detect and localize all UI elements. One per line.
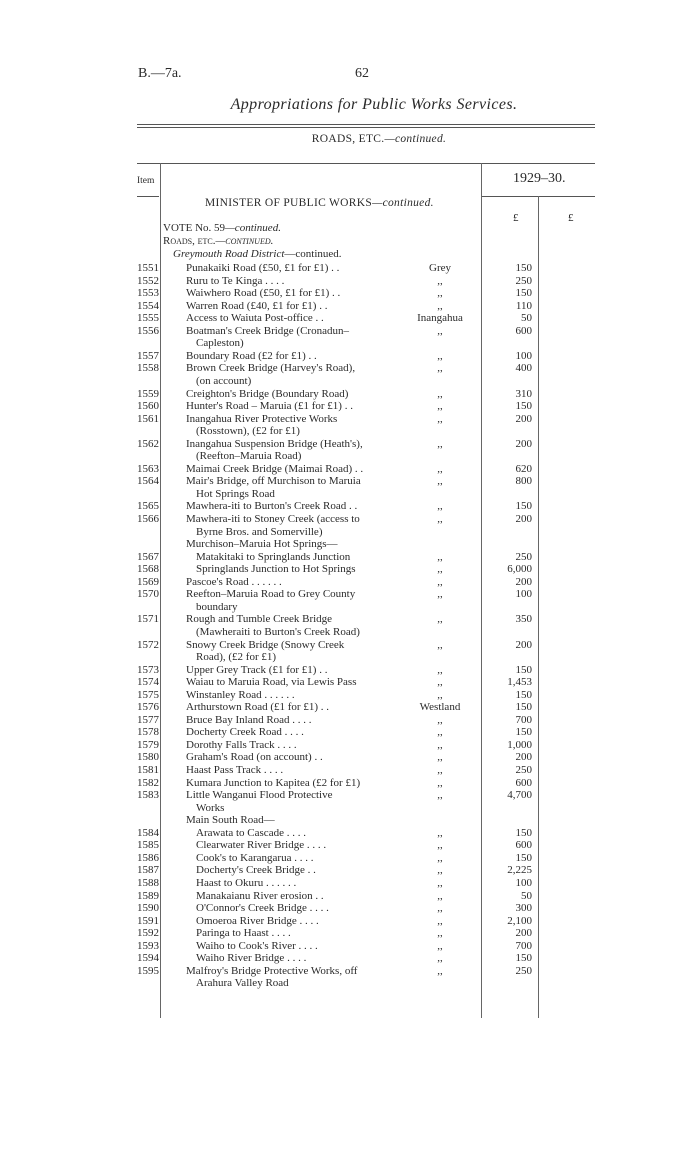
- item-number: 1558: [137, 362, 159, 375]
- item-description: Mawhera-iti to Stoney Creek (access to: [186, 513, 360, 525]
- item-description: Road), (£2 for £1): [196, 651, 277, 664]
- item-number: 1555: [137, 312, 159, 325]
- item-district: ,,: [437, 927, 443, 940]
- item-number: 1593: [137, 939, 159, 952]
- item-amount: 50: [521, 312, 532, 325]
- item-description: Brown Creek Bridge (Harvey's Road),: [186, 362, 356, 375]
- item-district: Grey: [429, 262, 451, 274]
- item-amount: 200: [515, 751, 532, 764]
- item-description: Ruru to Te Kinga . . . .: [186, 274, 285, 287]
- section-title-suffix: —continued.: [384, 133, 447, 145]
- item-description: Warren Road (£40, £1 for £1) . .: [186, 299, 328, 312]
- item-amount: 620: [515, 462, 532, 475]
- item-description: Graham's Road (on account) . .: [186, 751, 323, 764]
- item-description: (Reefton–Maruia Road): [196, 450, 302, 463]
- item-description: Waiho to Cook's River . . . .: [196, 939, 318, 952]
- item-amount: 1,000: [507, 738, 532, 751]
- item-district: ,,: [437, 400, 443, 413]
- item-number: 1589: [137, 889, 159, 902]
- item-district: ,,: [437, 575, 443, 588]
- item-amount: 2,225: [507, 864, 532, 877]
- item-amount: 200: [515, 927, 532, 940]
- item-number: 1585: [137, 839, 159, 852]
- item-amount: 250: [515, 274, 532, 287]
- item-number: 1554: [137, 299, 159, 312]
- item-description: Waiho River Bridge . . . .: [196, 952, 307, 965]
- item-number: 1551: [137, 262, 159, 274]
- item-amount: 700: [515, 713, 532, 726]
- item-description: Manakaianu River erosion . .: [196, 889, 324, 902]
- item-description: Mair's Bridge, off Murchison to Maruia: [186, 475, 361, 488]
- item-description: Arthurstown Road (£1 for £1) . .: [186, 701, 329, 714]
- vote-heading-suffix: —continued.: [225, 222, 281, 234]
- item-district: ,,: [437, 274, 443, 287]
- item-district: ,,: [437, 726, 443, 739]
- item-district: ,,: [437, 550, 443, 563]
- item-district: ,,: [437, 324, 443, 337]
- year-column-header: 1929–30.: [513, 171, 566, 186]
- item-description: Docherty Creek Road . . . .: [186, 726, 304, 739]
- roads-heading-text: Roads, etc.: [163, 235, 216, 247]
- item-description: Cook's to Karangarua . . . .: [196, 851, 314, 864]
- item-amount: 110: [515, 299, 532, 312]
- item-amount: 150: [515, 400, 532, 413]
- item-description: Access to Waiuta Post-office . .: [186, 312, 324, 325]
- item-description: Maimai Creek Bridge (Maimai Road) . .: [186, 462, 364, 475]
- item-amount: 100: [515, 876, 532, 889]
- item-amount: 400: [515, 362, 532, 375]
- item-description: Winstanley Road . . . . . .: [186, 688, 295, 701]
- item-description: Arahura Valley Road: [196, 977, 289, 990]
- item-number: 1566: [137, 513, 159, 525]
- item-amount: 600: [515, 324, 532, 337]
- item-district: ,,: [437, 839, 443, 852]
- item-description: Docherty's Creek Bridge . .: [196, 864, 316, 877]
- item-description: Kumara Junction to Kapitea (£2 for £1): [186, 776, 361, 789]
- item-description: Pascoe's Road . . . . . .: [186, 575, 282, 588]
- item-description: (Mawheraiti to Burton's Creek Road): [196, 625, 360, 638]
- page-title: Appropriations for Public Works Services.: [230, 96, 518, 113]
- item-amount: 50: [521, 889, 532, 902]
- item-description: Rough and Tumble Creek Bridge: [186, 613, 333, 626]
- item-district: ,,: [437, 287, 443, 300]
- item-description: Waiwhero Road (£50, £1 for £1) . .: [186, 287, 341, 300]
- item-description: Byrne Bros. and Somerville): [196, 525, 323, 538]
- item-amount: 600: [515, 776, 532, 789]
- item-number: 1581: [137, 764, 159, 776]
- item-amount: 350: [515, 613, 532, 626]
- item-number: 1556: [137, 324, 159, 337]
- item-description: Main South Road—: [186, 814, 275, 827]
- item-district: ,,: [437, 864, 443, 877]
- item-number: 1591: [137, 914, 159, 927]
- item-amount: 200: [515, 638, 532, 651]
- item-amount: 150: [515, 851, 532, 864]
- item-description: Haast Pass Track . . . .: [186, 764, 284, 776]
- item-district: ,,: [437, 688, 443, 701]
- item-description: O'Connor's Creek Bridge . . . .: [196, 902, 329, 915]
- item-amount: 310: [515, 387, 532, 400]
- item-description: Little Wanganui Flood Protective: [186, 789, 333, 802]
- item-district: ,,: [437, 902, 443, 915]
- item-number: 1573: [137, 663, 159, 676]
- item-amount: 4,700: [507, 789, 532, 802]
- section-title-text: ROADS, ETC.: [311, 133, 385, 145]
- item-amount: 150: [515, 287, 532, 300]
- item-description: Boundary Road (£2 for £1) . .: [186, 349, 317, 362]
- item-number: 1592: [137, 927, 159, 940]
- item-district: ,,: [437, 663, 443, 676]
- item-district: ,,: [437, 613, 443, 626]
- item-amount: 200: [515, 513, 532, 525]
- item-number: 1580: [137, 751, 159, 764]
- item-district: ,,: [437, 437, 443, 450]
- item-number: 1577: [137, 713, 159, 726]
- item-description: Clearwater River Bridge . . . .: [196, 839, 327, 852]
- item-district: ,,: [437, 500, 443, 513]
- item-district: ,,: [437, 475, 443, 488]
- item-district: ,,: [437, 349, 443, 362]
- item-description: Matakitaki to Springlands Junction: [196, 550, 351, 563]
- item-number: 1594: [137, 952, 159, 965]
- district-heading-text: Greymouth Road District: [173, 248, 285, 260]
- item-description: (Rosstown), (£2 for £1): [196, 425, 300, 438]
- item-description: Works: [196, 801, 225, 814]
- item-amount: 300: [515, 902, 532, 915]
- item-district: ,,: [437, 462, 443, 475]
- minister-heading-text: MINISTER OF PUBLIC WORKS: [205, 197, 373, 209]
- item-amount: 250: [515, 550, 532, 563]
- item-district: ,,: [437, 964, 443, 977]
- item-number: 1561: [137, 412, 159, 425]
- item-district: ,,: [437, 713, 443, 726]
- item-number: 1560: [137, 400, 159, 413]
- item-number: 1582: [137, 776, 159, 789]
- item-district: ,,: [437, 738, 443, 751]
- item-number: 1557: [137, 349, 159, 362]
- item-amount: 150: [515, 500, 532, 513]
- item-description: Creighton's Bridge (Boundary Road): [186, 387, 349, 400]
- item-description: Bruce Bay Inland Road . . . .: [186, 713, 312, 726]
- item-number: 1553: [137, 287, 159, 300]
- item-number: 1571: [137, 613, 159, 626]
- item-description: Murchison–Maruia Hot Springs—: [186, 538, 338, 551]
- item-description: Capleston): [196, 337, 244, 350]
- item-number: 1570: [137, 588, 159, 601]
- item-amount: 100: [515, 349, 532, 362]
- item-description: Malfroy's Bridge Protective Works, off: [186, 964, 358, 977]
- item-description: Upper Grey Track (£1 for £1) . .: [186, 663, 328, 676]
- item-description: Snowy Creek Bridge (Snowy Creek: [186, 638, 345, 651]
- item-amount: 150: [515, 663, 532, 676]
- item-number: 1579: [137, 738, 159, 751]
- item-district: ,,: [437, 876, 443, 889]
- pound-sign-right: £: [568, 212, 574, 224]
- item-description: boundary: [196, 600, 238, 613]
- item-number: 1586: [137, 851, 159, 864]
- item-number: 1587: [137, 864, 159, 877]
- document-code: B.—7a.: [138, 66, 182, 81]
- item-amount: 250: [515, 764, 532, 776]
- item-column-header: Item: [137, 176, 155, 186]
- item-description: Springlands Junction to Hot Springs: [196, 563, 356, 576]
- item-district: ,,: [437, 299, 443, 312]
- item-district: Inangahua: [417, 312, 463, 325]
- item-amount: 200: [515, 412, 532, 425]
- item-number: 1559: [137, 387, 159, 400]
- item-district: ,,: [437, 914, 443, 927]
- item-district: ,,: [437, 751, 443, 764]
- item-amount: 1,453: [507, 676, 532, 689]
- item-number: 1565: [137, 500, 159, 513]
- item-district: ,,: [437, 387, 443, 400]
- item-description: Omoeroa River Bridge . . . .: [196, 914, 319, 927]
- item-number: 1552: [137, 274, 159, 287]
- item-amount: 2,100: [507, 914, 532, 927]
- item-number: 1584: [137, 826, 159, 839]
- item-amount: 6,000: [507, 563, 532, 576]
- item-number: 1567: [137, 550, 159, 563]
- vote-heading-text: VOTE No. 59: [163, 222, 226, 234]
- item-district: ,,: [437, 952, 443, 965]
- item-description: Hot Springs Road: [196, 487, 275, 500]
- item-district: ,,: [437, 939, 443, 952]
- item-description: Haast to Okuru . . . . . .: [196, 876, 297, 889]
- pound-sign-left: £: [513, 212, 519, 224]
- item-district: ,,: [437, 776, 443, 789]
- item-number: 1576: [137, 701, 159, 714]
- item-description: Paringa to Haast . . . .: [196, 927, 291, 940]
- item-district: ,,: [437, 513, 443, 525]
- item-district: ,,: [437, 789, 443, 802]
- item-district: ,,: [437, 412, 443, 425]
- district-heading-suffix: —continued.: [284, 248, 342, 260]
- item-district: Westland: [419, 701, 461, 714]
- item-amount: 150: [515, 726, 532, 739]
- item-description: Punakaiki Road (£50, £1 for £1) . .: [186, 262, 340, 274]
- item-amount: 100: [515, 588, 532, 601]
- item-district: ,,: [437, 563, 443, 576]
- item-description: Mawhera-iti to Burton's Creek Road . .: [186, 500, 358, 513]
- item-number: 1564: [137, 475, 159, 488]
- item-district: ,,: [437, 676, 443, 689]
- minister-heading-suffix: —continued.: [372, 197, 434, 209]
- item-number: 1578: [137, 726, 159, 739]
- item-description: Waiau to Maruia Road, via Lewis Pass: [186, 676, 357, 689]
- roads-heading-suffix: —continued.: [215, 235, 274, 247]
- item-district: ,,: [437, 638, 443, 651]
- item-number: 1569: [137, 575, 159, 588]
- item-amount: 150: [515, 688, 532, 701]
- item-number: 1563: [137, 462, 159, 475]
- item-amount: 800: [515, 475, 532, 488]
- item-amount: 250: [515, 964, 532, 977]
- item-number: 1583: [137, 789, 159, 802]
- item-number: 1562: [137, 437, 159, 450]
- item-amount: 150: [515, 952, 532, 965]
- item-amount: 700: [515, 939, 532, 952]
- item-description: Arawata to Cascade . . . .: [196, 826, 306, 839]
- item-district: ,,: [437, 826, 443, 839]
- item-district: ,,: [437, 764, 443, 776]
- item-number: 1590: [137, 902, 159, 915]
- item-description: Dorothy Falls Track . . . .: [186, 738, 297, 751]
- item-number: 1575: [137, 688, 159, 701]
- item-description: Boatman's Creek Bridge (Cronadun–: [186, 324, 349, 337]
- item-description: (on account): [196, 374, 252, 387]
- item-number: 1595: [137, 964, 159, 977]
- item-amount: 150: [515, 826, 532, 839]
- item-number: 1588: [137, 876, 159, 889]
- item-district: ,,: [437, 851, 443, 864]
- item-amount: 600: [515, 839, 532, 852]
- item-description: Hunter's Road – Maruia (£1 for £1) . .: [186, 400, 353, 413]
- item-district: ,,: [437, 588, 443, 601]
- item-number: 1574: [137, 676, 159, 689]
- item-description: Inangahua River Protective Works: [186, 412, 338, 425]
- item-description: Reefton–Maruia Road to Grey County: [186, 588, 356, 601]
- page-number: 62: [355, 66, 369, 81]
- item-description: Inangahua Suspension Bridge (Heath's),: [186, 437, 363, 450]
- item-amount: 200: [515, 437, 532, 450]
- item-number: 1568: [137, 563, 159, 576]
- item-amount: 200: [515, 575, 532, 588]
- item-amount: 150: [515, 701, 532, 714]
- item-district: ,,: [437, 362, 443, 375]
- item-number: 1572: [137, 638, 159, 651]
- item-amount: 150: [515, 262, 532, 274]
- item-district: ,,: [437, 889, 443, 902]
